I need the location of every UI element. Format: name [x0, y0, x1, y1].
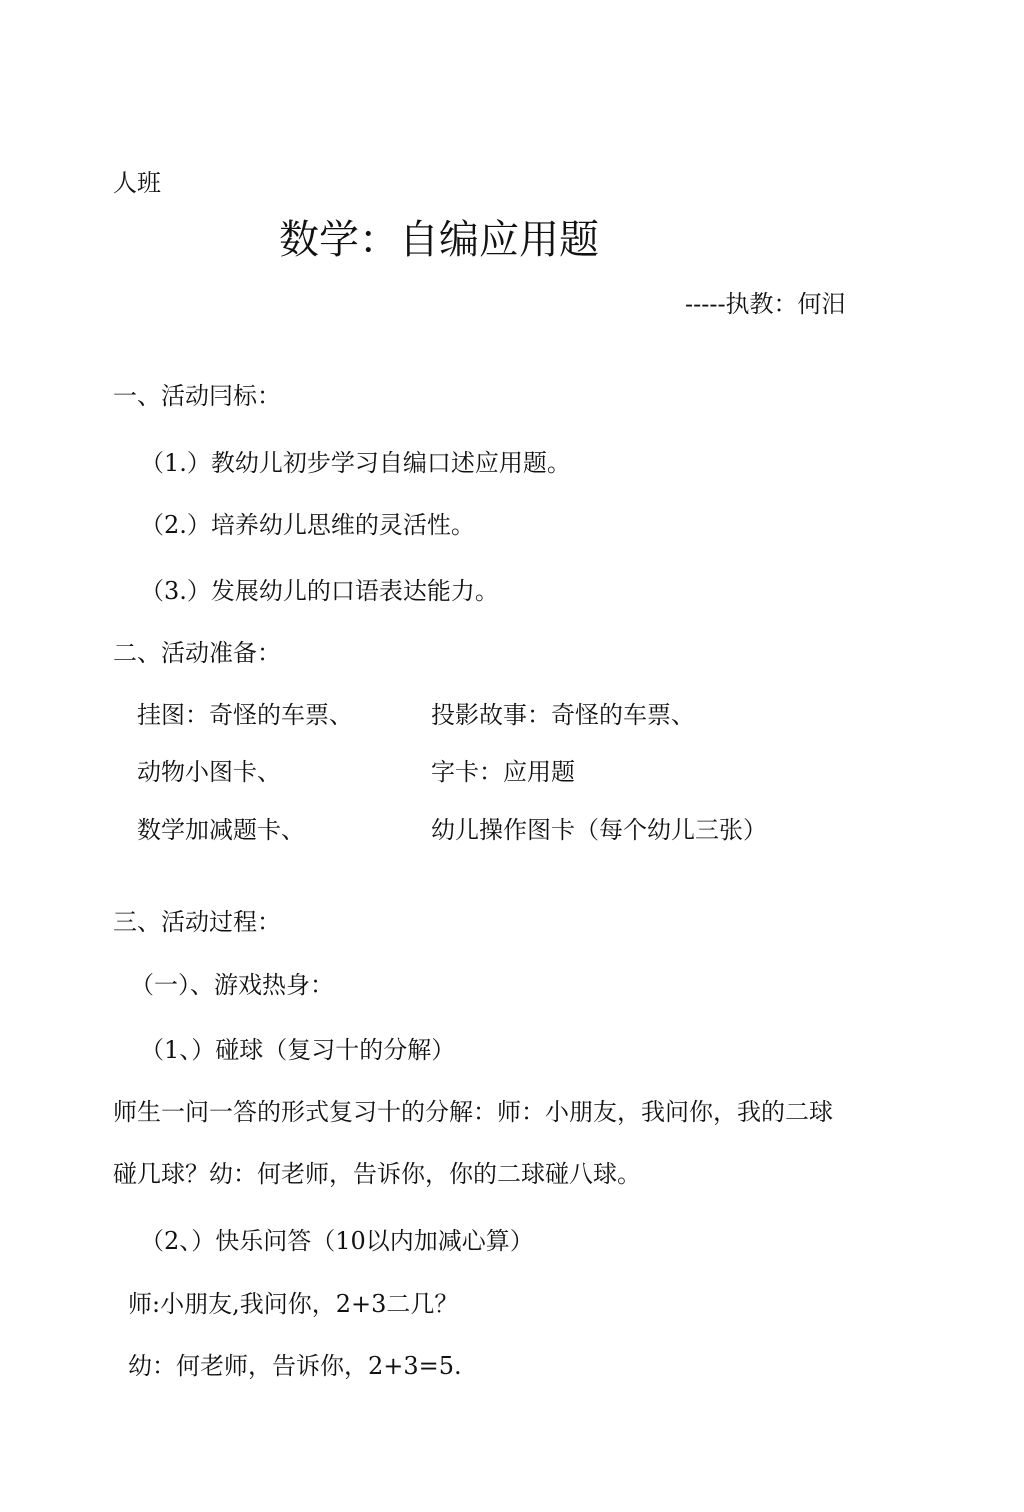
prep-row: [137, 815, 937, 845]
prep-item: 幼儿操作图卡（每个幼儿三张）: [431, 816, 767, 844]
goal-item-2: （2.）培养幼儿思维的灵活性。: [140, 511, 475, 539]
section-heading-preparation: 二、活动准备：: [113, 639, 281, 667]
prep-item: 投影故事：奇怪的车票、: [431, 701, 695, 729]
process-item-1: （1、）碰球（复习十的分解）: [140, 1036, 456, 1064]
section-heading-process: 三、活动过程：: [113, 908, 281, 936]
teacher-line: -----执教：何汨: [685, 290, 846, 318]
goal-item-3: （3.）发展幼儿的口语表达能力。: [140, 577, 499, 605]
section-heading-goals: 一、活动冃标：: [113, 382, 281, 410]
prep-row: [137, 757, 937, 787]
prep-item: 动物小图卡、: [137, 758, 281, 786]
class-label: 人班: [113, 169, 161, 197]
goal-item-1: （1.）教幼儿初步学习自编口述应用题。: [140, 449, 571, 477]
prep-item: 数学加减题卡、: [137, 816, 305, 844]
prep-row: [137, 700, 937, 730]
paragraph-line: 碰几球？幼：何老师，告诉你，你的二球碰八球。: [113, 1160, 641, 1188]
page-title: 数学：自编应用题: [279, 217, 599, 263]
paragraph-line: 师生一问一答的形式复习十的分解：师：小朋友，我问你，我的二球: [113, 1098, 833, 1126]
prep-item: 字卡：应用题: [431, 758, 575, 786]
process-item-2: （2、）快乐问答（10以内加减心算）: [140, 1227, 534, 1255]
dialog-line: 幼：何老师，告诉你，2+3=5.: [128, 1352, 462, 1380]
process-subheading: （一）、游戏热身：: [130, 971, 334, 999]
prep-item: 挂图：奇怪的车票、: [137, 701, 353, 729]
dialog-line: 师:小朋友,我问你，2+3二几？: [128, 1290, 459, 1318]
